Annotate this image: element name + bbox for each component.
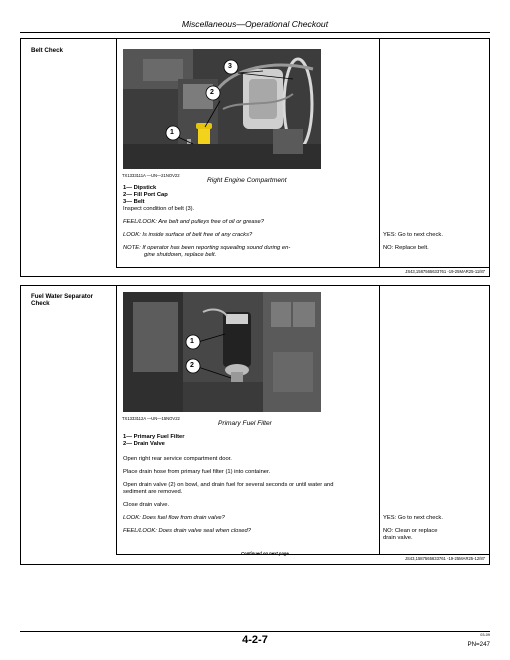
look-yes-answer: YES: Go to next check.	[383, 232, 443, 238]
step-3-line-1: Open drain valve (2) on bowl, and drain fuel for several seconds or until water and	[123, 482, 334, 488]
callout-1: 1	[170, 129, 174, 136]
note-line-1: NOTE: If operator has been reporting squealing sound during en-	[123, 245, 291, 251]
legend-item-1: 1— Primary Fuel Filter	[123, 434, 185, 440]
legend-item-2: 2— Drain Valve	[123, 441, 165, 447]
column-divider-right	[379, 39, 380, 267]
pn-number: PN=247	[467, 641, 490, 648]
feel-look-question: FEEL/LOOK: Does drain valve seal when closed?	[123, 528, 251, 534]
instruction-text: Inspect condition of belt (3).	[123, 206, 195, 212]
feel-look-question: FEEL/LOOK: Are belt and pulleys free of oil or grease?	[123, 219, 264, 225]
callout-2: 2	[190, 362, 194, 369]
section-label: Belt Check	[31, 47, 63, 54]
look-question: LOOK: Is inside surface of belt free of any cracks?	[123, 232, 253, 238]
feel-no-answer-line-1: NO: Clean or replace	[383, 528, 438, 534]
figure-caption: Primary Fuel Filter	[218, 420, 272, 427]
header-rule	[20, 32, 490, 33]
section-label-line-1: Fuel Water Separator	[31, 293, 94, 300]
section-label-line-2: Check	[31, 300, 50, 307]
step-2: Place drain hose from primary fuel filter (1) into container.	[123, 469, 271, 475]
legend-item-1: 1— Dipstick	[123, 185, 157, 191]
fuel-water-separator-section	[20, 285, 490, 565]
figure-id: TX1333111A —UN—21NOV22	[122, 173, 180, 178]
step-4: Close drain valve.	[123, 502, 170, 508]
engine-compartment-photo	[123, 49, 321, 169]
footer-code: 03-09	[480, 633, 490, 637]
footer-rule	[20, 631, 490, 632]
callout-3: 3	[228, 63, 232, 70]
callout-1: 1	[190, 338, 194, 345]
step-1: Open right rear service compartment door.	[123, 456, 232, 462]
continued-note: Continued on next page	[241, 551, 289, 556]
figure-caption: Right Engine Compartment	[207, 177, 287, 184]
callout-2: 2	[210, 89, 214, 96]
column-divider-left	[116, 286, 117, 554]
legend-item-2: 2— Fill Port Cap	[123, 192, 168, 198]
page-number: 4-2-7	[242, 634, 268, 646]
look-yes-answer: YES: Go to next check.	[383, 515, 443, 521]
look-question: LOOK: Does fuel flow from drain valve?	[123, 515, 225, 521]
page-header-title: Miscellaneous—Operational Checkout	[181, 19, 329, 29]
legend-item-3: 3— Belt	[123, 199, 145, 205]
feel-no-answer-line-2: drain valve.	[383, 535, 413, 541]
primary-fuel-filter-photo	[123, 292, 321, 412]
figure-id: TX1333112A —UN—15NOV22	[122, 416, 180, 421]
note-no-answer: NO: Replace belt.	[383, 245, 429, 251]
note-line-2: gine shutdown, replace belt.	[144, 252, 217, 258]
step-3-line-2: sediment are removed.	[123, 489, 183, 495]
reference-code: JS43,1587565633761 -19-25MAR25-11/87	[405, 269, 485, 274]
belt-check-section	[20, 38, 490, 277]
column-divider-left	[116, 39, 117, 267]
column-divider-right	[379, 286, 380, 554]
reference-code: JS43,1587565633761 -19-25MAR25-12/87	[404, 556, 485, 561]
